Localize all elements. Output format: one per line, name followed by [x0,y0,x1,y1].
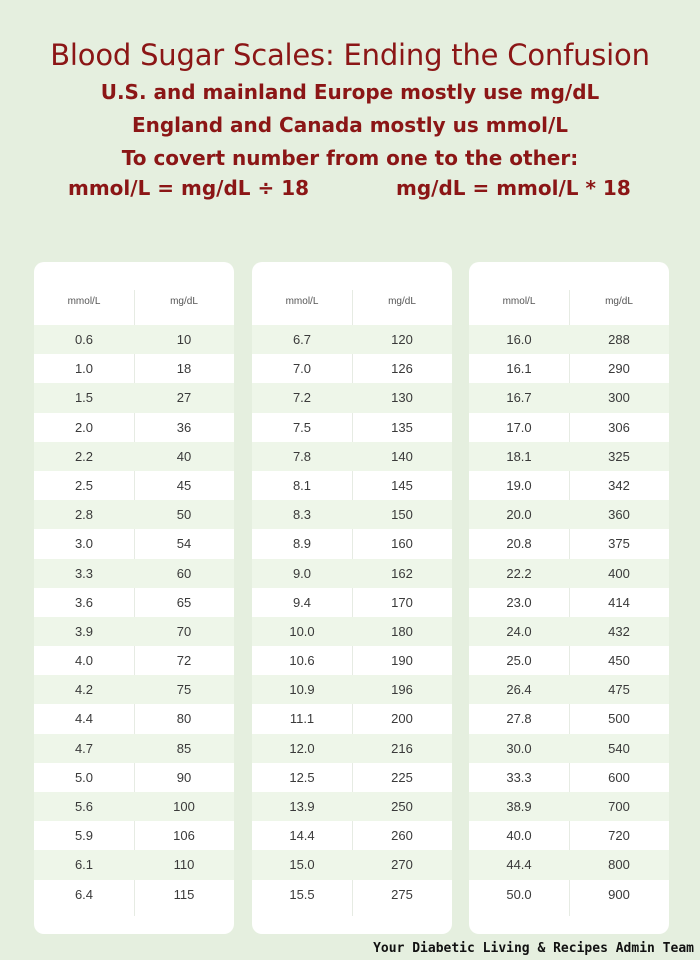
mgdl-value: 45 [176,477,192,493]
table-body [34,325,234,909]
mgdl-value: 80 [176,711,192,727]
mgdl-value: 288 [608,332,630,347]
table-row [34,325,234,354]
table-row [34,442,234,471]
table-row [34,500,234,529]
mmol-value: 50.0 [506,886,532,902]
table-row [469,354,669,383]
mgdl-value: 250 [391,799,413,814]
mmol-value: 24.0 [506,623,532,639]
mgdl-value: 162 [391,565,413,581]
mmol-value: 7.8 [292,448,312,464]
table-row [252,850,452,879]
table-row [252,617,452,646]
mgdl-value: 106 [173,828,195,844]
mgdl-value: 290 [608,361,630,377]
mgdl-value: 150 [391,507,413,523]
mgdl-value: 170 [391,594,413,610]
subtitle-line-1: U.S. and mainland Europe mostly use mg/dL [100,80,600,104]
mmol-value: 44.4 [506,857,532,873]
mgdl-value: 540 [608,740,630,756]
mgdl-value: 300 [608,390,630,406]
mmol-value: 33.3 [506,769,532,785]
mmol-value: 17.0 [506,419,532,435]
table-row [34,529,234,558]
mgdl-value: 40 [176,448,192,464]
mmol-value: 10.0 [289,623,315,639]
mgdl-value: 50 [176,507,192,523]
conversion-table-2 [252,262,452,934]
mgdl-value: 270 [391,857,413,873]
table-row [469,442,669,471]
table-row [34,617,234,646]
table-row [34,704,234,733]
table-row [252,500,452,529]
mmol-value: 0.6 [74,332,94,347]
table-row [34,675,234,704]
table-row [34,880,234,909]
subtitle-line-3: To covert number from one to the other: [121,146,579,170]
table-row [469,675,669,704]
column-header-mgdl: mg/dL [170,296,198,307]
mmol-value: 4.4 [74,711,94,727]
mmol-value: 22.2 [506,565,532,581]
table-row [252,354,452,383]
formula-mmol: mmol/L = mg/dL ÷ 18 [68,176,310,200]
conversion-table-3 [469,262,669,934]
mgdl-value: 70 [176,623,192,639]
mgdl-value: 36 [176,419,192,435]
mmol-value: 6.1 [74,857,94,873]
table-row [469,529,669,558]
mgdl-value: 375 [608,536,630,552]
mgdl-value: 900 [608,886,630,902]
table-row [469,763,669,792]
table-row [252,325,452,354]
mmol-value: 4.2 [74,682,94,698]
mmol-value: 7.2 [292,390,312,406]
mgdl-value: 800 [608,857,630,873]
mmol-value: 2.2 [74,448,94,464]
table-row [252,792,452,821]
table-row [252,529,452,558]
mmol-value: 10.6 [289,653,315,669]
table-row [34,588,234,617]
mgdl-value: 450 [608,653,630,669]
mmol-value: 9.4 [292,594,312,610]
mmol-value: 5.0 [74,769,94,785]
mmol-value: 3.6 [74,594,94,610]
column-header-mgdl: mg/dL [605,296,633,307]
mmol-value: 3.9 [74,623,94,639]
mmol-value: 23.0 [506,594,532,610]
table-row [469,588,669,617]
mgdl-value: 18 [176,361,192,377]
table-row [34,559,234,588]
mgdl-value: 225 [391,769,413,785]
table-row [34,821,234,850]
mgdl-value: 342 [608,477,630,493]
mmol-value: 1.5 [74,390,94,406]
mgdl-value: 196 [391,682,413,698]
mgdl-value: 414 [608,594,630,610]
table-row [469,617,669,646]
mgdl-value: 700 [608,799,630,814]
table-row [34,646,234,675]
table-row [252,763,452,792]
mmol-value: 11.1 [289,711,315,727]
mgdl-value: 126 [391,361,413,377]
table-row [469,850,669,879]
mmol-value: 20.0 [506,507,532,523]
mgdl-value: 275 [391,886,413,902]
table-body [252,325,452,909]
mmol-value: 8.9 [292,536,312,552]
mmol-value: 18.1 [506,448,532,464]
mgdl-value: 190 [391,653,413,669]
table-header [34,288,234,318]
table-row [34,383,234,412]
mmol-value: 8.3 [292,507,312,523]
table-row [252,646,452,675]
table-row [34,734,234,763]
mgdl-value: 475 [608,682,630,698]
table-row [252,675,452,704]
table-header [469,288,669,318]
mgdl-value: 360 [608,507,630,523]
formula-mgdl: mg/dL = mmol/L * 18 [396,176,631,200]
mgdl-value: 60 [176,565,192,581]
table-row [34,792,234,821]
mmol-value: 3.0 [74,536,94,552]
mgdl-value: 110 [173,857,195,873]
mgdl-value: 400 [608,565,630,581]
mmol-value: 5.9 [74,828,94,844]
table-body [469,325,669,909]
mmol-value: 15.5 [289,886,315,902]
table-row [469,325,669,354]
mmol-value: 3.3 [74,565,94,581]
mmol-value: 4.0 [74,653,94,669]
table-row [34,763,234,792]
mmol-value: 30.0 [506,740,532,756]
mgdl-value: 54 [176,536,192,552]
mmol-value: 26.4 [506,682,532,698]
conversion-tables [34,262,670,934]
column-header-mmol: mmol/L [67,296,101,307]
mmol-value: 12.5 [289,769,315,785]
mgdl-value: 720 [608,828,630,844]
table-row [469,734,669,763]
mmol-value: 2.8 [74,507,94,523]
mmol-value: 19.0 [506,477,532,493]
table-row [252,880,452,909]
column-header-mgdl: mg/dL [388,296,416,307]
page-title: Blood Sugar Scales: Ending the Confusion [50,38,650,72]
mgdl-value: 200 [391,711,413,727]
mgdl-value: 75 [176,682,192,698]
table-row [469,413,669,442]
mmol-value: 25.0 [506,653,532,669]
mgdl-value: 135 [391,419,413,435]
mmol-value: 2.0 [74,419,94,435]
table-row [469,704,669,733]
mmol-value: 9.0 [292,565,312,581]
table-row [469,646,669,675]
conversion-formulas [0,176,700,206]
mmol-value: 38.9 [506,799,532,814]
mgdl-value: 120 [391,332,413,347]
mmol-value: 6.4 [74,886,94,902]
mmol-value: 15.0 [289,857,315,873]
mgdl-value: 600 [608,769,630,785]
mmol-value: 6.7 [292,332,312,347]
mmol-value: 8.1 [292,477,312,493]
mgdl-value: 65 [176,594,192,610]
table-row [34,354,234,383]
table-row [469,559,669,588]
table-row [34,850,234,879]
column-header-mmol: mmol/L [502,296,536,307]
mgdl-value: 10 [176,332,192,347]
table-row [469,383,669,412]
mgdl-value: 90 [176,769,192,785]
table-row [252,821,452,850]
header [0,34,700,175]
table-row [252,734,452,763]
mgdl-value: 130 [391,390,413,406]
table-row [252,442,452,471]
mmol-value: 27.8 [506,711,532,727]
table-row [252,559,452,588]
mmol-value: 2.5 [74,477,94,493]
mgdl-value: 306 [608,419,630,435]
mmol-value: 5.6 [74,799,94,814]
mgdl-value: 72 [176,653,192,669]
mgdl-value: 500 [608,711,630,727]
mmol-value: 4.7 [74,740,94,756]
table-row [469,880,669,909]
table-row [252,471,452,500]
table-row [469,500,669,529]
mgdl-value: 145 [391,477,413,493]
table-row [469,792,669,821]
table-row [252,383,452,412]
footer-credit: Your Diabetic Living & Recipes Admin Team [373,941,694,956]
mmol-value: 13.9 [289,799,315,814]
table-row [34,471,234,500]
mgdl-value: 27 [176,390,192,406]
subtitle-line-2: England and Canada mostly us mmol/L [131,113,569,137]
table-row [34,413,234,442]
table-row [469,821,669,850]
mmol-value: 16.1 [506,361,532,377]
mgdl-value: 260 [391,828,413,844]
mgdl-value: 160 [391,536,413,552]
mgdl-value: 140 [391,448,413,464]
table-row [252,588,452,617]
table-row [252,704,452,733]
mmol-value: 40.0 [506,828,532,844]
mgdl-value: 325 [608,448,630,464]
mgdl-value: 100 [173,799,195,814]
mmol-value: 7.0 [292,361,312,377]
conversion-table-1 [34,262,234,934]
mmol-value: 16.0 [506,332,532,347]
mmol-value: 12.0 [289,740,315,756]
mmol-value: 1.0 [74,361,94,377]
column-header-mmol: mmol/L [285,296,319,307]
mmol-value: 20.8 [506,536,532,552]
mgdl-value: 115 [173,886,195,902]
mgdl-value: 180 [391,623,413,639]
table-row [252,413,452,442]
table-row [469,471,669,500]
mmol-value: 16.7 [506,390,532,406]
mgdl-value: 432 [608,623,630,639]
mmol-value: 10.9 [289,682,315,698]
mmol-value: 7.5 [292,419,312,435]
table-header [252,288,452,318]
mgdl-value: 216 [391,740,413,756]
mmol-value: 14.4 [289,828,315,844]
mgdl-value: 85 [176,740,192,756]
